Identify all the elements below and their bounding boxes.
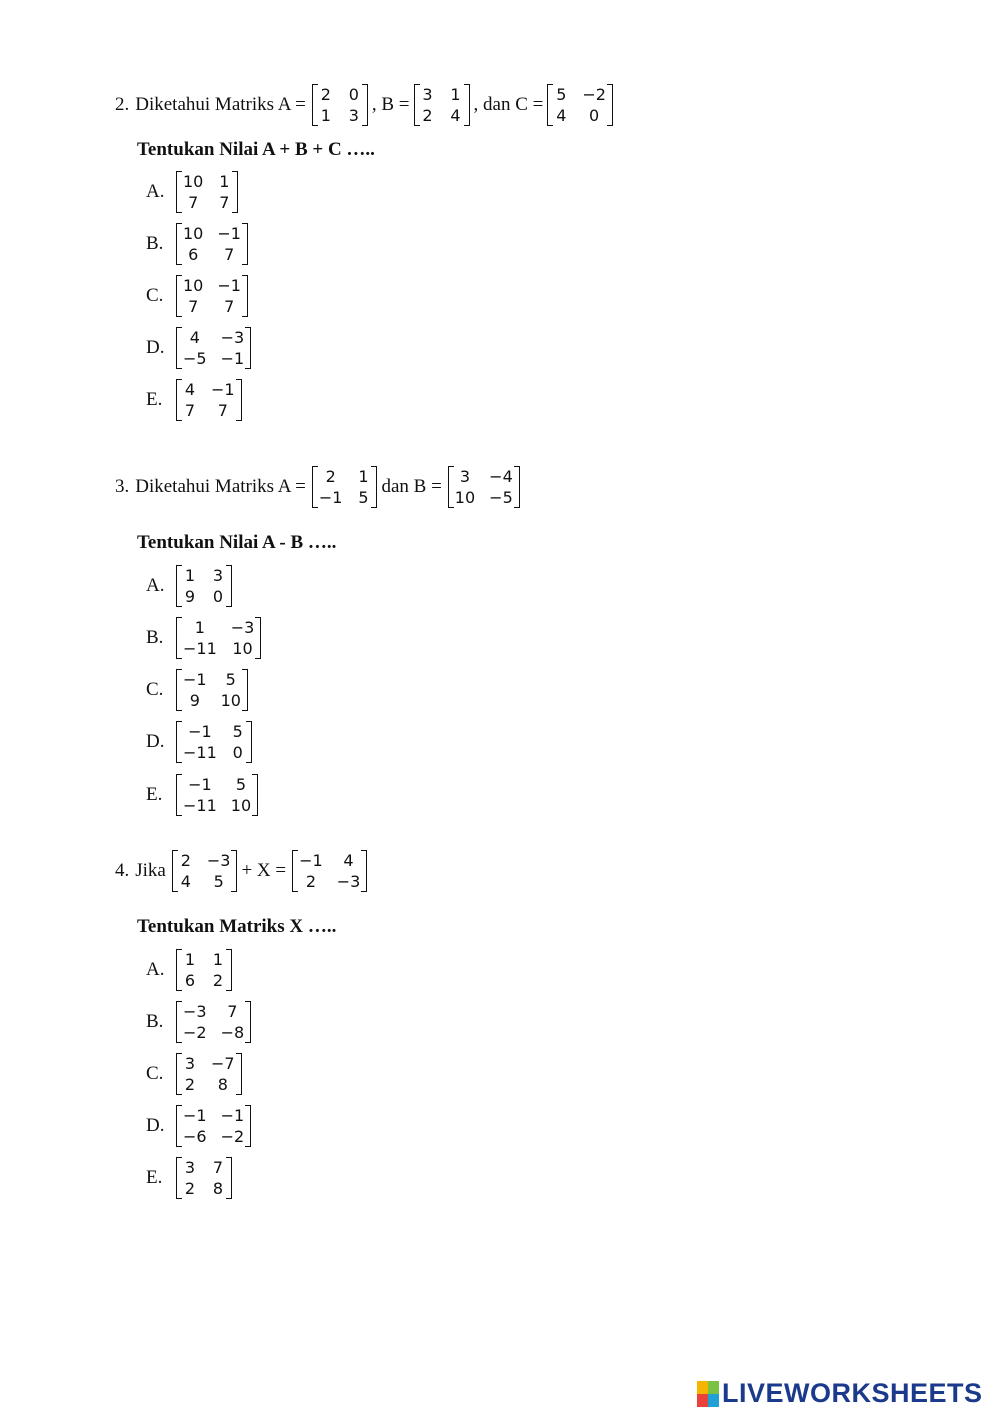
matrix-right	[292, 850, 367, 892]
option-letter: D.	[146, 1115, 165, 1136]
right-bracket	[242, 669, 248, 711]
matrix-cell: 10	[183, 276, 204, 295]
right-bracket	[514, 466, 520, 508]
matrix-cell: −1	[188, 722, 212, 741]
option-matrix	[176, 774, 258, 816]
matrix-entries	[182, 565, 226, 607]
right-bracket	[245, 1001, 251, 1043]
matrix-cell: 3	[184, 1158, 196, 1177]
matrix-cell: 7	[224, 245, 235, 264]
matrix-cell: 9	[184, 587, 196, 606]
answer-option-b[interactable]	[146, 1000, 255, 1044]
matrix-cell: 8	[217, 1075, 228, 1094]
matrix-cell: 2	[184, 1179, 196, 1198]
matrix-entries	[318, 466, 372, 508]
matrix-entries	[454, 466, 514, 508]
matrix-cell: 5	[232, 722, 243, 741]
matrix-cell: −11	[183, 639, 217, 658]
matrix-cell: 4	[180, 872, 191, 891]
matrix-cell: 5	[225, 670, 236, 689]
prompt-text: Diketahui Matriks A =	[135, 476, 306, 497]
matrix-cell: −8	[220, 1023, 245, 1042]
option-letter: D.	[146, 731, 165, 752]
option-letter: B.	[146, 1011, 164, 1032]
matrix-cell: 2	[422, 106, 433, 125]
matrix-cell: −6	[183, 1127, 207, 1146]
option-letter: E.	[146, 389, 163, 410]
right-bracket	[226, 1157, 232, 1199]
matrix-cell: 7	[219, 193, 230, 212]
matrix-cell: 1	[219, 172, 230, 191]
option-matrix	[176, 1001, 251, 1043]
matrix-cell: −1	[183, 1106, 207, 1125]
matrix-cell: 7	[217, 401, 228, 420]
matrix-cell: 6	[188, 245, 199, 264]
answer-option-a[interactable]	[146, 564, 236, 608]
option-letter: C.	[146, 679, 164, 700]
right-bracket	[236, 379, 242, 421]
matrix-cell: 1	[212, 950, 224, 969]
option-letter: D.	[146, 337, 165, 358]
matrix-cell: 1	[320, 106, 331, 125]
matrix-cell: 5	[358, 488, 369, 507]
right-bracket	[242, 275, 248, 317]
matrix-cell: −11	[183, 796, 217, 815]
matrix-entries	[182, 275, 242, 317]
option-matrix	[176, 223, 248, 265]
option-letter: E.	[146, 784, 163, 805]
matrix-a	[312, 84, 368, 126]
matrix-entries	[298, 850, 361, 892]
matrix-cell: −1	[318, 488, 343, 507]
answer-option-e[interactable]	[146, 773, 262, 817]
option-matrix	[176, 1105, 251, 1147]
prompt-text: + X =	[241, 860, 287, 881]
matrix-cell: 1	[450, 85, 461, 104]
right-bracket	[361, 850, 367, 892]
logo-text: LIVEWORKSHEETS	[722, 1378, 983, 1408]
matrix-cell: −1	[299, 851, 323, 870]
matrix-cell: 4	[189, 328, 200, 347]
matrix-cell: 1	[184, 950, 196, 969]
matrix-cell: 10	[454, 488, 476, 507]
matrix-cell: −1	[211, 380, 235, 399]
matrix-cell: 7	[224, 297, 235, 316]
matrix-entries	[182, 1157, 226, 1199]
answer-option-d[interactable]	[146, 720, 256, 764]
option-letter: A.	[146, 575, 165, 596]
matrix-cell: 7	[188, 193, 199, 212]
matrix-cell: 3	[459, 467, 471, 486]
matrix-entries	[318, 84, 362, 126]
matrix-cell: 10	[230, 796, 252, 815]
matrix-cell: 0	[212, 587, 224, 606]
matrix-cell: 7	[188, 297, 199, 316]
matrix-cell: 5	[235, 775, 247, 794]
liveworksheets-logo[interactable]	[697, 1378, 983, 1409]
matrix-entries	[182, 669, 242, 711]
question-instruction: Tentukan Matriks X …..	[137, 916, 337, 937]
matrix-cell: −3	[183, 1002, 207, 1021]
matrix-b	[414, 84, 470, 126]
matrix-cell: 10	[183, 224, 204, 243]
matrix-cell: 10	[232, 639, 253, 658]
right-bracket	[226, 949, 232, 991]
matrix-cell: −1	[217, 224, 241, 243]
matrix-cell: −3	[230, 618, 255, 637]
matrix-cell: −3	[336, 872, 361, 891]
matrix-cell: 4	[343, 851, 354, 870]
matrix-cell: −1	[220, 1106, 245, 1125]
right-bracket	[236, 1053, 242, 1095]
matrix-cell: −2	[183, 1023, 207, 1042]
prompt-text: , B =	[371, 94, 410, 115]
question-instruction: Tentukan Nilai A + B + C …..	[137, 139, 375, 160]
answer-option-c[interactable]	[146, 274, 252, 318]
answer-option-c[interactable]	[146, 1052, 246, 1096]
answer-option-e[interactable]	[146, 1156, 236, 1200]
answer-option-e[interactable]	[146, 378, 246, 422]
right-bracket	[362, 84, 368, 126]
matrix-cell: 2	[320, 85, 331, 104]
matrix-cell: −3	[220, 328, 245, 347]
option-letter: B.	[146, 627, 164, 648]
right-bracket	[245, 1105, 251, 1147]
right-bracket	[464, 84, 470, 126]
right-bracket	[255, 617, 261, 659]
matrix-entries	[182, 223, 242, 265]
matrix-cell: 10	[220, 691, 241, 710]
matrix-cell: 9	[189, 691, 200, 710]
answer-option-d[interactable]	[146, 326, 255, 370]
option-letter: C.	[146, 1063, 164, 1084]
matrix-cell: 8	[212, 1179, 224, 1198]
option-matrix	[176, 1157, 232, 1199]
question-prompt	[115, 84, 617, 126]
option-matrix	[176, 669, 248, 711]
matrix-entries	[182, 774, 252, 816]
answer-option-d[interactable]	[146, 1104, 255, 1148]
liveworksheets-logo-icon	[697, 1381, 719, 1407]
right-bracket	[607, 84, 613, 126]
matrix-entries	[178, 850, 232, 892]
matrix-cell: 7	[212, 1158, 224, 1177]
matrix-cell: 2	[325, 467, 336, 486]
option-letter: E.	[146, 1167, 163, 1188]
prompt-text: Jika	[135, 860, 166, 881]
matrix-cell: 5	[556, 85, 567, 104]
matrix-cell: 3	[184, 1054, 196, 1073]
option-matrix	[176, 617, 261, 659]
option-matrix	[176, 1053, 242, 1095]
prompt-text: , dan C =	[473, 94, 544, 115]
right-bracket	[226, 565, 232, 607]
matrix-cell: −5	[183, 349, 207, 368]
option-matrix	[176, 565, 232, 607]
matrix-b	[448, 466, 520, 508]
matrix-cell: 3	[422, 85, 433, 104]
matrix-cell: 5	[213, 872, 224, 891]
matrix-entries	[182, 379, 236, 421]
matrix-cell: −11	[183, 743, 217, 762]
matrix-left	[172, 850, 238, 892]
answer-option-a[interactable]	[146, 948, 236, 992]
matrix-entries	[420, 84, 464, 126]
option-matrix	[176, 327, 251, 369]
right-bracket	[252, 774, 258, 816]
question-number: 2.	[115, 94, 130, 115]
right-bracket	[245, 327, 251, 369]
option-letter: B.	[146, 233, 164, 254]
matrix-cell: 2	[305, 872, 316, 891]
matrix-cell: 10	[183, 172, 204, 191]
matrix-entries	[182, 949, 226, 991]
right-bracket	[246, 721, 252, 763]
matrix-cell: 0	[348, 85, 359, 104]
question-number: 4.	[115, 860, 130, 881]
answer-option-c[interactable]	[146, 668, 252, 712]
matrix-cell: 4	[556, 106, 567, 125]
matrix-cell: 2	[184, 1075, 196, 1094]
matrix-entries	[182, 617, 255, 659]
question-prompt	[115, 466, 524, 508]
matrix-cell: 1	[184, 566, 196, 585]
answer-option-a[interactable]	[146, 170, 242, 214]
matrix-cell: −2	[220, 1127, 245, 1146]
matrix-cell: −1	[217, 276, 241, 295]
matrix-a	[312, 466, 378, 508]
matrix-cell: 4	[184, 380, 196, 399]
matrix-cell: 7	[227, 1002, 238, 1021]
option-matrix	[176, 171, 238, 213]
option-matrix	[176, 721, 252, 763]
matrix-cell: 3	[212, 566, 224, 585]
matrix-entries	[182, 1001, 245, 1043]
prompt-text: dan B =	[381, 476, 442, 497]
matrix-cell: 0	[232, 743, 243, 762]
question-number: 3.	[115, 476, 130, 497]
option-letter: A.	[146, 181, 165, 202]
matrix-cell: 2	[212, 971, 224, 990]
matrix-cell: 2	[180, 851, 191, 870]
matrix-cell: 4	[450, 106, 461, 125]
matrix-cell: −4	[489, 467, 513, 486]
matrix-entries	[182, 721, 246, 763]
matrix-cell: 1	[358, 467, 369, 486]
matrix-cell: −5	[489, 488, 513, 507]
matrix-c	[547, 84, 613, 126]
matrix-cell: 3	[348, 106, 359, 125]
matrix-cell: −1	[188, 775, 212, 794]
option-letter: C.	[146, 285, 164, 306]
option-letter: A.	[146, 959, 165, 980]
right-bracket	[231, 850, 237, 892]
matrix-cell: 0	[589, 106, 600, 125]
matrix-cell: 6	[184, 971, 196, 990]
answer-option-b[interactable]	[146, 222, 252, 266]
right-bracket	[232, 171, 238, 213]
matrix-cell: −1	[183, 670, 207, 689]
prompt-text: Diketahui Matriks A =	[135, 94, 306, 115]
right-bracket	[242, 223, 248, 265]
matrix-cell: −7	[211, 1054, 235, 1073]
matrix-cell: −1	[220, 349, 245, 368]
option-matrix	[176, 379, 242, 421]
option-matrix	[176, 275, 248, 317]
right-bracket	[371, 466, 377, 508]
option-matrix	[176, 949, 232, 991]
matrix-entries	[553, 84, 607, 126]
matrix-cell: 7	[184, 401, 196, 420]
matrix-entries	[182, 1105, 245, 1147]
question-instruction: Tentukan Nilai A - B …..	[137, 532, 337, 553]
matrix-entries	[182, 327, 245, 369]
matrix-entries	[182, 1053, 236, 1095]
matrix-entries	[182, 171, 232, 213]
answer-option-b[interactable]	[146, 616, 265, 660]
matrix-cell: −3	[206, 851, 231, 870]
question-prompt	[115, 850, 371, 892]
matrix-cell: 1	[194, 618, 205, 637]
matrix-cell: −2	[582, 85, 606, 104]
